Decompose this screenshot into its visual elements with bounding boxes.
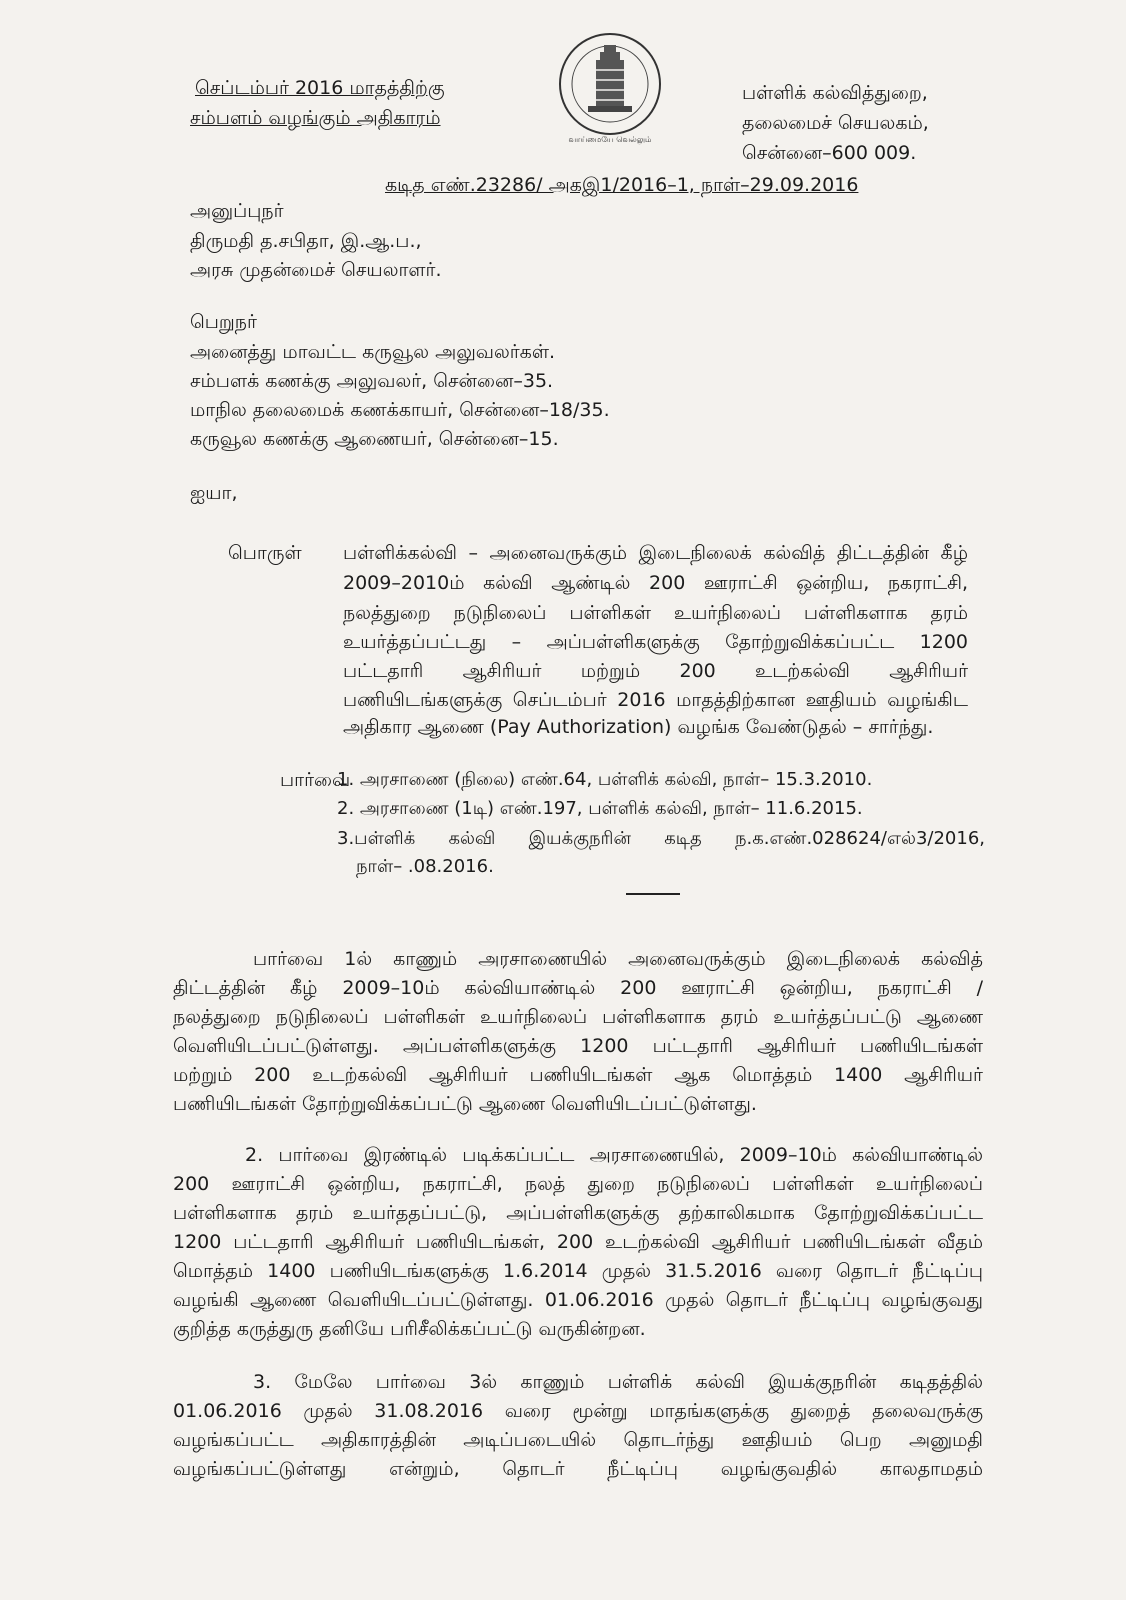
header-right-line3: சென்னை–600 009. — [742, 142, 917, 164]
sender-designation: அரசு முதன்மைச் செயலாளர். — [190, 259, 442, 281]
paragraph-2-line: 200 ஊராட்சி ஒன்றிய, நகராட்சி, நலத் துறை நடுநிலைப் பள்ளிகள் உயர்நிலைப் — [173, 1173, 983, 1195]
recipient-line: கருவூல கணக்கு ஆணையர், சென்னை–15. — [190, 428, 559, 450]
paragraph-2-line: 2. பார்வை இரண்டில் படிக்கப்பட்ட அரசாணையில், 2009–10ம் கல்வியாண்டில் — [245, 1144, 983, 1166]
paragraph-3-line: 3. மேலே பார்வை 3ல் காணும் பள்ளிக் கல்வி இயக்குநரின் கடிதத்தில் — [253, 1371, 983, 1393]
paragraph-2-line: பள்ளிகளாக தரம் உயர்ததப்பட்டு, அப்பள்ளிகளுக்கு தற்காலிகமாக தோற்றுவிக்கப்பட்ட — [173, 1202, 983, 1224]
reference-item-2: 2. அரசாணை (1டி) எண்.197, பள்ளிக் கல்வி, நாள்– 11.6.2015. — [337, 798, 863, 819]
header-right-line1: பள்ளிக் கல்வித்துறை, — [742, 82, 928, 104]
subject-line: நலத்துறை நடுநிலைப் பள்ளிகள் உயர்நிலைப் பள்ளிகளாக தரம் — [343, 602, 968, 624]
sender-name: திருமதி த.சபிதா, இ.ஆ.ப., — [190, 230, 422, 252]
paragraph-3-line: வழங்கப்பட்டுள்ளது என்றும், தொடர் நீட்டிப்பு வழங்குவதில் காலதாமதம் — [173, 1458, 983, 1480]
subject-line: பள்ளிக்கல்வி – அனைவருக்கும் இடைநிலைக் கல்வித் திட்டத்தின் கீழ் — [343, 542, 968, 564]
subject-line: பட்டதாரி ஆசிரியர் மற்றும் 200 உடற்கல்வி ஆசிரியர் — [343, 660, 968, 682]
subject-line: 2009–2010ம் கல்வி ஆண்டில் 200 ஊராட்சி ஒன்றிய, நகராட்சி, — [343, 572, 968, 594]
recipient-line: அனைத்து மாவட்ட கருவூல அலுவலர்கள். — [190, 341, 556, 363]
references-label: பார்வை — [280, 769, 351, 791]
paragraph-1-line: வெளியிடப்பட்டுள்ளது. அப்பள்ளிகளுக்கு 1200 பட்டதாரி ஆசிரியர் பணியிடங்கள் — [173, 1035, 983, 1057]
header-right-line2: தலைமைச் செயலகம், — [742, 112, 929, 134]
emblem-motto: வாய்மையே வெல்லும் — [568, 135, 652, 144]
subject-line: பணியிடங்களுக்கு செப்டம்பர் 2016 மாதத்திற்கான ஊதியம் வழங்கிட — [343, 689, 968, 711]
paragraph-1-line: மற்றும் 200 உடற்கல்வி ஆசிரியர் பணியிடங்கள் ஆக மொத்தம் 1400 ஆசிரியர் — [173, 1064, 983, 1086]
paragraph-1-line: பார்வை 1ல் காணும் அரசாணையில் அனைவருக்கும் இடைநிலைக் கல்வித் — [253, 948, 983, 970]
tamil-nadu-emblem-icon — [556, 30, 664, 148]
subject-label: பொருள் — [228, 542, 302, 564]
recipient-label: பெறுநர் — [190, 311, 257, 333]
header-left-line2: சம்பளம் வழங்கும் அதிகாரம் — [190, 107, 441, 129]
header-left-line1: செப்டம்பர் 2016 மாதத்திற்கு — [195, 77, 445, 99]
reference-item-3: 3.பள்ளிக் கல்வி இயக்குநரின் கடித ந.க.எண்.028624/எல்3/2016, — [337, 828, 985, 849]
reference-item-3-date: நாள்– .08.2016. — [356, 856, 494, 877]
paragraph-1-line: பணியிடங்கள் தோற்றுவிக்கப்பட்டு ஆணை வெளியிடப்பட்டுள்ளது. — [173, 1093, 757, 1115]
letter-reference: கடித எண்.23286/ அகஇ1/2016–1, நாள்–29.09.2016 — [385, 174, 859, 196]
recipient-line: சம்பளக் கணக்கு அலுவலர், சென்னை–35. — [190, 370, 554, 392]
paragraph-2-line: வழங்கி ஆணை வெளியிடப்பட்டுள்ளது. 01.06.2016 முதல் தொடர் நீட்டிப்பு வழங்குவது — [173, 1289, 983, 1311]
paragraph-2-line: 1200 பட்டதாரி ஆசிரியர் பணியிடங்கள், 200 உடற்கல்வி ஆசிரியர் பணியிடங்கள் வீதம் — [173, 1231, 983, 1253]
paragraph-1-line: நலத்துறை நடுநிலைப் பள்ளிகள் உயர்நிலைப் பள்ளிகளாக தரம் உயர்த்தப்பட்டு ஆணை — [173, 1006, 983, 1028]
paragraph-3-line: 01.06.2016 முதல் 31.08.2016 வரை மூன்று மாதங்களுக்கு துறைத் தலைவருக்கு — [173, 1400, 983, 1422]
paragraph-1-line: திட்டத்தின் கீழ் 2009–10ம் கல்வியாண்டில் 200 ஊராட்சி ஒன்றிய, நகராட்சி / — [173, 977, 983, 999]
salutation: ஐயா, — [190, 482, 238, 504]
paragraph-2-line: மொத்தம் 1400 பணியிடங்களுக்கு 1.6.2014 முதல் 31.5.2016 வரை தொடர் நீட்டிப்பு — [173, 1260, 983, 1282]
subject-line: அதிகார ஆணை (Pay Authorization) வழங்க வேண்டுதல் – சார்ந்து. — [343, 716, 934, 738]
paragraph-3-line: வழங்கப்பட்ட அதிகாரத்தின் அடிப்படையில் தொடர்ந்து ஊதியம் பெற அனுமதி — [173, 1429, 983, 1451]
sender-label: அனுப்புநர் — [190, 200, 284, 222]
separator-line — [626, 893, 680, 895]
reference-item-1: 1. அரசாணை (நிலை) எண்.64, பள்ளிக் கல்வி, நாள்– 15.3.2010. — [337, 769, 873, 790]
subject-line: உயர்த்தப்பட்டது – அப்பள்ளிகளுக்கு தோற்றுவிக்கப்பட்ட 1200 — [343, 631, 968, 653]
recipient-line: மாநில தலைமைக் கணக்காயர், சென்னை–18/35. — [190, 399, 610, 421]
paragraph-2-line: குறித்த கருத்துரு தனியே பரிசீலிக்கப்பட்டு வருகின்றன. — [173, 1318, 646, 1340]
